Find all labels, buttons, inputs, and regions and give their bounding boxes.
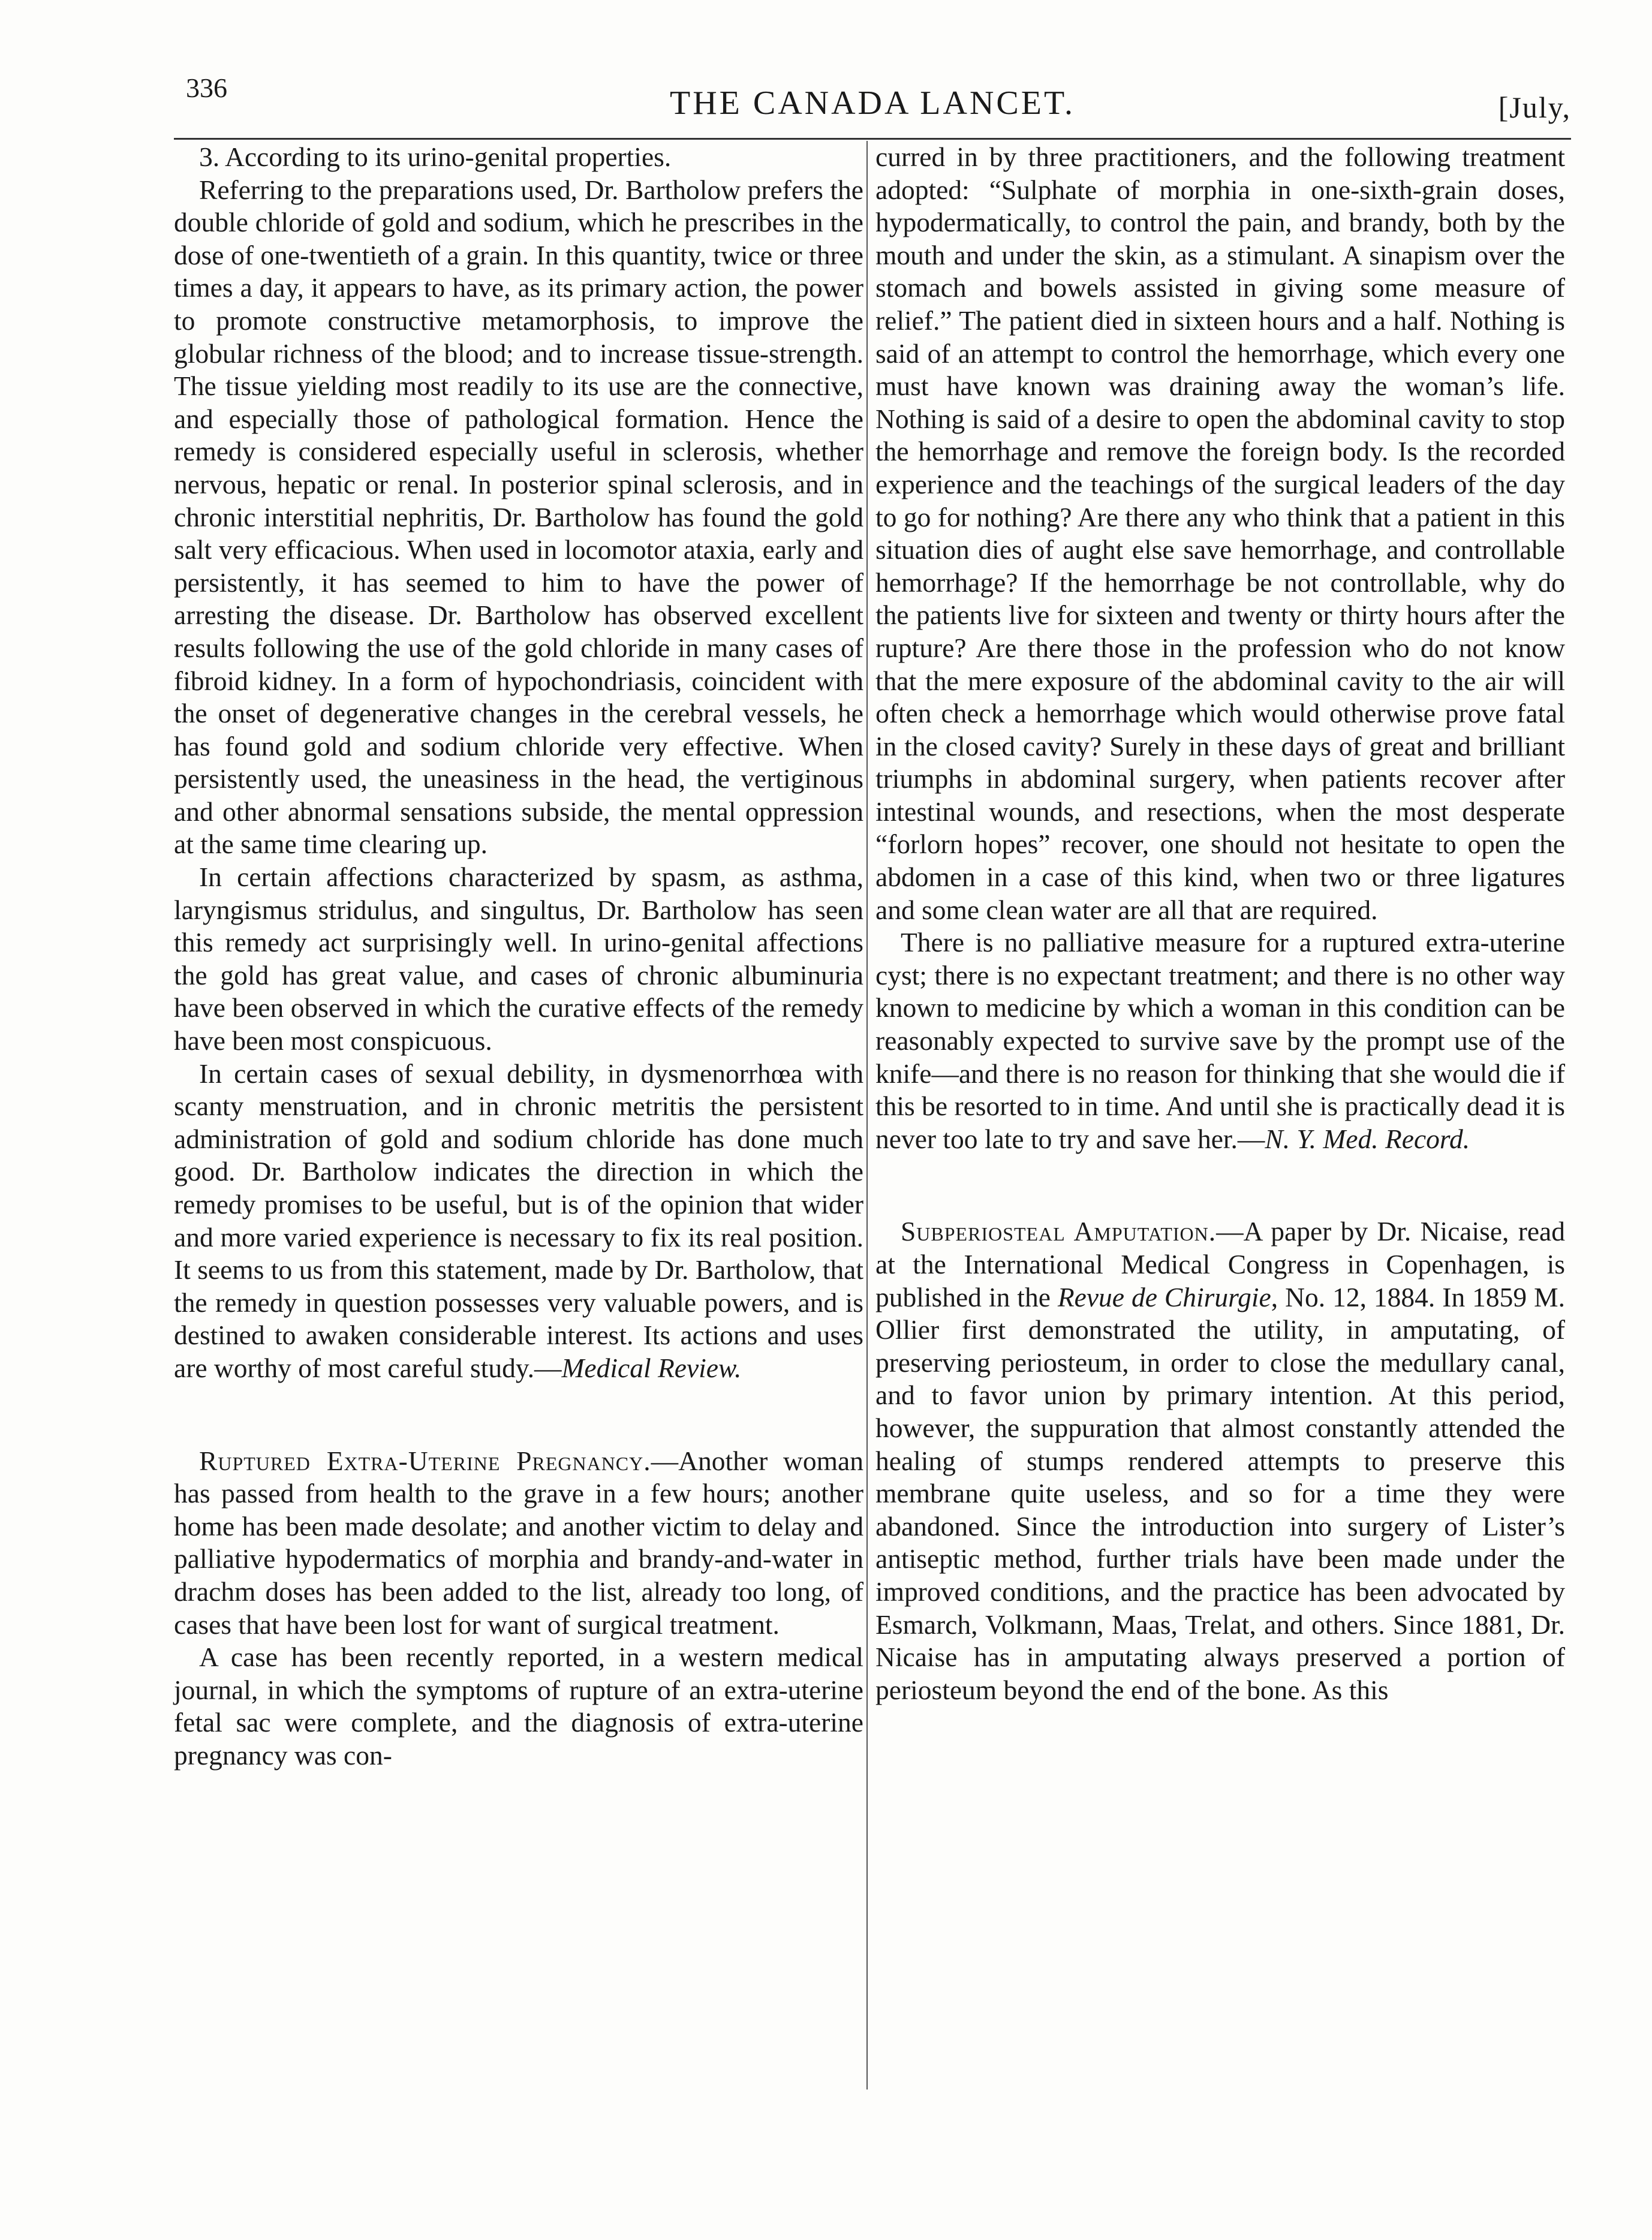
article-heading: Subperiosteal Amputation. (901, 1216, 1217, 1247)
paragraph-text: —Another woman has passed from health to the grave in a few hours; another home has been made desolate; and another victim to delay and palliative hypodermatics of morphia and brandy-and-water in drachm doses has been added to the list, already too long, of cases that have been lost for want of surgical treatment. (174, 1445, 863, 1640)
source-citation: Medical Review. (561, 1352, 742, 1383)
paragraph-text: In certain cases of sexual debility, in dysmenorrhœa with scanty menstruation, and in chronic metritis the persistent administration of gold and sodium chloride has done much good. Dr. Bartholow indicates the direction in which the remedy promises to be useful, but is of the opinion that wider and more varied experience is necessary to fix its real position. It seems to us from this statement, made by Dr. Bartholow, that the remedy in question possesses very valuable powers, and is destined to awaken considerable interest. Its actions and uses are worthy of most careful study.— (174, 1058, 863, 1383)
paragraph: 3. According to its urino-genital properties. (199, 141, 672, 172)
journal-citation: Revue de Chirurgie (1057, 1281, 1271, 1312)
page-number: 336 (186, 73, 227, 103)
article-ruptured-pregnancy (174, 1445, 863, 1642)
paragraph-text: —A paper by Dr. Nicaise, read at the International Medical Congress in Copenhagen, is published in the (875, 1216, 1566, 1312)
issue-month: [July, (1498, 91, 1571, 124)
paragraph: A case has been recently reported, in a western medical journal, in which the symptoms of rupture of an extra-uterine fetal sac were complete, and the diagnosis of extra-uterine pregnancy was con- (174, 1642, 863, 1771)
right-column (875, 141, 1565, 1706)
paragraph (875, 926, 1565, 1155)
paragraph (174, 1058, 863, 1385)
running-header (174, 66, 1571, 140)
column-divider (866, 141, 868, 2090)
article-subperiosteal-amputation (875, 1215, 1565, 1706)
paragraph: curred in by three practitioners, and the following treatment adopted: “Sulphate of morphia in one-sixth-grain doses, hypodermatically, to control the pain, and brandy, both by the mouth and under the skin, as a stimulant. A sinapism over the stomach and bowels assisted in giving some measure of relief.” The patient died in sixteen hours and a half. Nothing is said of an attempt to control the hemorrhage, which every one must have known was draining away the woman’s life. Nothing is said of a desire to open the abdominal cavity to stop the hemorrhage and remove the foreign body. Is the recorded experience and the teachings of the surgical leaders of the day to go for nothing? Are there any who think that a patient in this situation dies of aught else save hemorrhage, and controllable hemorrhage? If the hemorrhage be not controllable, why do the patients live for sixteen and twenty or thirty hours after the rupture? Are there those in the profession who do not know that the mere exposure of the abdominal cavity to the air will often check a hemorrhage which would otherwise prove fatal in the closed cavity? Surely in these days of great and brilliant triumphs in abdominal surgery, when patients recover after intestinal wounds, and resections, when the most desperate “forlorn hopes” recover, one should not hesitate to open the abdomen in a case of this kind, when two or three ligatures and some clean water are all that are required. (875, 141, 1565, 925)
paragraph: In certain affections characterized by spasm, as asthma, laryngismus stridulus, and singultus, Dr. Bartholow has seen this remedy act surprisingly well. In urino-genital affections the gold has great value, and cases of chronic albuminuria have been observed in which the curative effects of the remedy have been most conspicuous. (174, 862, 863, 1056)
paragraph: Referring to the preparations used, Dr. Bartholow prefers the double chloride of gold and sodium, which he prescribes in the dose of one-twentieth of a grain. In this quantity, twice or three times a day, it appears to have, as its primary action, the power to promote constructive metamorphosis, to improve the globular richness of the blood; and to increase tissue-strength. The tissue yielding most readily to its use are the connective, and especially those of pathological formation. Hence the remedy is considered especially useful in sclerosis, whether nervous, hepatic or renal. In posterior spinal sclerosis, and in chronic interstitial nephritis, Dr. Bartholow has found the gold salt very efficacious. When used in locomotor ataxia, early and persistently, it has seemed to him to have the power of arresting the disease. Dr. Bartholow has observed excellent results following the use of the gold chloride in many cases of fibroid kidney. In a form of hypochondriasis, coincident with the onset of degenerative changes in the cerebral vessels, he has found gold and sodium chloride very effective. When persistently used, the uneasiness in the head, the vertiginous and other abnormal sensations subside, the mental oppression at the same time clearing up. (174, 174, 863, 860)
article-heading: Ruptured Extra-Uterine Pregnancy. (199, 1445, 651, 1476)
paragraph-text: , No. 12, 1884. In 1859 M. Ollier first demonstrated the utility, in amputating, of preserving periosteum, in order to close the medullary canal, and to favor union by primary intention. At this period, however, the suppuration that almost constantly attended the healing of stumps rendered attempts to preserve this membrane quite useless, and so for a time they were abandoned. Since the introduction into surgery of Lister’s antiseptic method, further trials have been made under the improved conditions, and the practice has been advocated by Esmarch, Volkmann, Maas, Trelat, and others. Since 1881, Dr. Nicaise has in amputating always preserved a portion of periosteum beyond the end of the bone. As this (875, 1281, 1565, 1705)
source-citation: N. Y. Med. Record. (1265, 1123, 1470, 1154)
left-column (174, 141, 863, 1772)
journal-title: THE CANADA LANCET. (669, 85, 1076, 122)
paragraph-text: There is no palliative measure for a ruptured extra-uterine cyst; there is no expectant treatment; and there is no other way known to medicine by which a woman in this condition can be reasonably expected to survive save by the prompt use of the knife—and there is no reason for thinking that she would die if this be resorted to in time. And until she is practically dead it is never too late to try and save her.— (875, 927, 1565, 1154)
